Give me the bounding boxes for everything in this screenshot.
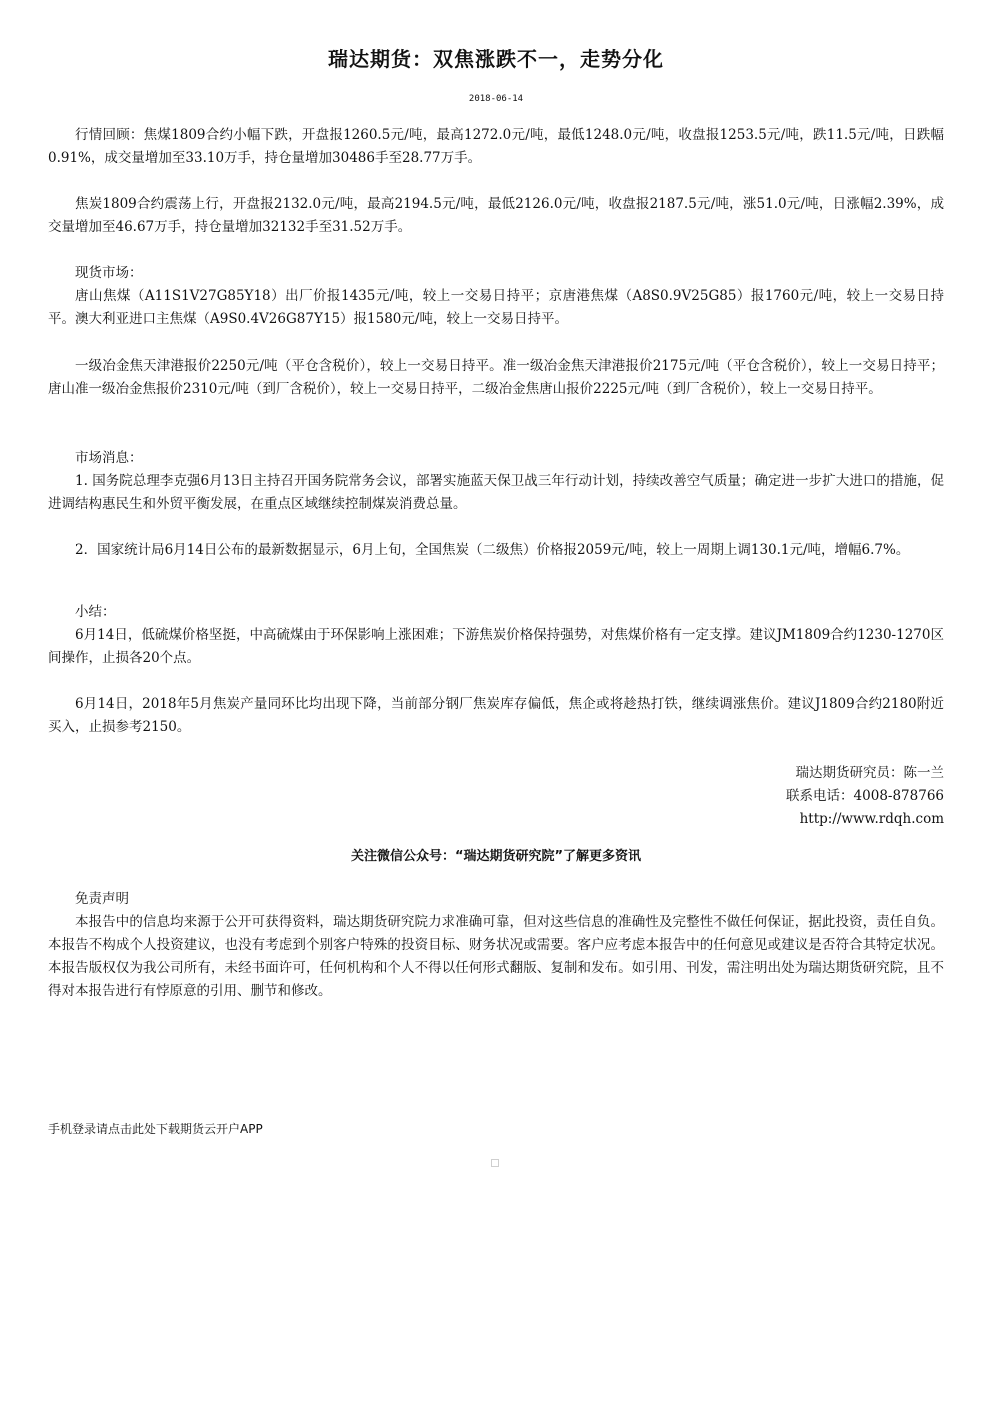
market-news-section [48, 447, 944, 516]
coke-review-section [48, 193, 944, 239]
summary-label: 小结： [75, 604, 116, 620]
spot-coke-prices: 一级冶金焦天津港报价2250元/吨（平仓含税价），较上一交易日持平。准一级冶金焦天津港报价2175元/吨（平仓含税价），较上一交易日持平；唐山准一级冶金焦报价2310元/吨（到厂含税价），较上一交易日持平，二级冶金焦唐山报价2225元/吨（到厂含税价），较上一交易日持平。 [48, 358, 944, 397]
news-item-2-section [48, 539, 944, 562]
summary-coke: 6月14日，2018年5月焦炭产量同环比均出现下降，当前部分钢厂焦炭库存偏低，焦企或将趁热打铁，继续调涨焦价。建议J1809合约2180附近买入，止损参考2150。 [48, 696, 944, 735]
market-news-label: 市场消息： [75, 450, 143, 466]
summary-coke-section [48, 693, 944, 739]
spot-coke-section [48, 355, 944, 401]
website-link[interactable]: http://www.rdqh.com [799, 811, 944, 827]
coking-coal-review: 行情回顾：焦煤1809合约小幅下跌，开盘报1260.5元/吨，最高1272.0元/吨，最低1248.0元/吨，收盘报1253.5元/吨，跌11.5元/吨，日跌幅0.91%，成交量增加至33.10万手，持仓量增加30486手至28.77万手。 [48, 127, 944, 166]
market-review-section [48, 124, 944, 170]
spot-market-section [48, 262, 944, 331]
researcher-name: 瑞达期货研究员：陈一兰 [795, 765, 944, 781]
disclaimer-label: 免责声明 [75, 891, 129, 907]
wechat-notice: 关注微信公众号：“瑞达期货研究院”了解更多资讯 [350, 849, 642, 864]
coke-review: 焦炭1809合约震荡上行，开盘报2132.0元/吨，最高2194.5元/吨，最低2126.0元/吨，收盘报2187.5元/吨，涨51.0元/吨，日涨幅2.39%，成交量增加至46.67万手，持仓量增加32132手至31.52万手。 [48, 196, 944, 235]
contact-phone: 联系电话：4008-878766 [786, 788, 944, 804]
summary-coal: 6月14日，低硫煤价格坚挺，中高硫煤由于环保影响上涨困难；下游焦炭价格保持强势，对焦煤价格有一定支撑。建议JM1809合约1230-1270区间操作，止损各20个点。 [48, 627, 944, 666]
spot-coal-prices: 唐山焦煤（A11S1V27G85Y18）出厂价报1435元/吨，较上一交易日持平；京唐港焦煤（A8S0.9V25G85）报1760元/吨，较上一交易日持平。澳大利亚进口主焦煤（A9S0.4V26G87Y15）报1580元/吨，较上一交易日持平。 [48, 288, 944, 327]
disclaimer-text: 本报告中的信息均来源于公开可获得资料，瑞达期货研究院力求准确可靠，但对这些信息的准确性及完整性不做任何保证，据此投资，责任自负。本报告不构成个人投资建议，也没有考虑到个别客户特殊的投资目标、财务状况或需要。客户应考虑本报告中的任何意见或建议是否符合其特定状况。本报告版权仅为我公司所有，未经书面许可，任何机构和个人不得以任何形式翻版、复制和发布。如引用、刊发，需注明出处为瑞达期货研究院，且不得对本报告进行有悖原意的引用、删节和修改。 [48, 914, 944, 999]
page-title: 瑞达期货：双焦涨跌不一，走势分化 [328, 47, 664, 71]
summary-section [48, 601, 944, 670]
download-app-link[interactable]: 手机登录请点击此处下载期货云开户APP [48, 1122, 263, 1136]
placeholder-mark [491, 1159, 499, 1167]
spot-market-label: 现货市场： [75, 265, 143, 281]
publish-date: 2018-06-14 [468, 94, 524, 104]
disclaimer-section [48, 888, 944, 1003]
news-item-2: 2．国家统计局6月14日公布的最新数据显示，6月上旬，全国焦炭（二级焦）价格报2059元/吨，较上一周期上调130.1元/吨，增幅6.7%。 [75, 542, 910, 558]
news-item-1: 1. 国务院总理李克强6月13日主持召开国务院常务会议，部署实施蓝天保卫战三年行动计划，持续改善空气质量；确定进一步扩大进口的措施，促进调结构惠民生和外贸平衡发展，在重点区域继续控制煤炭消费总量。 [48, 473, 944, 512]
